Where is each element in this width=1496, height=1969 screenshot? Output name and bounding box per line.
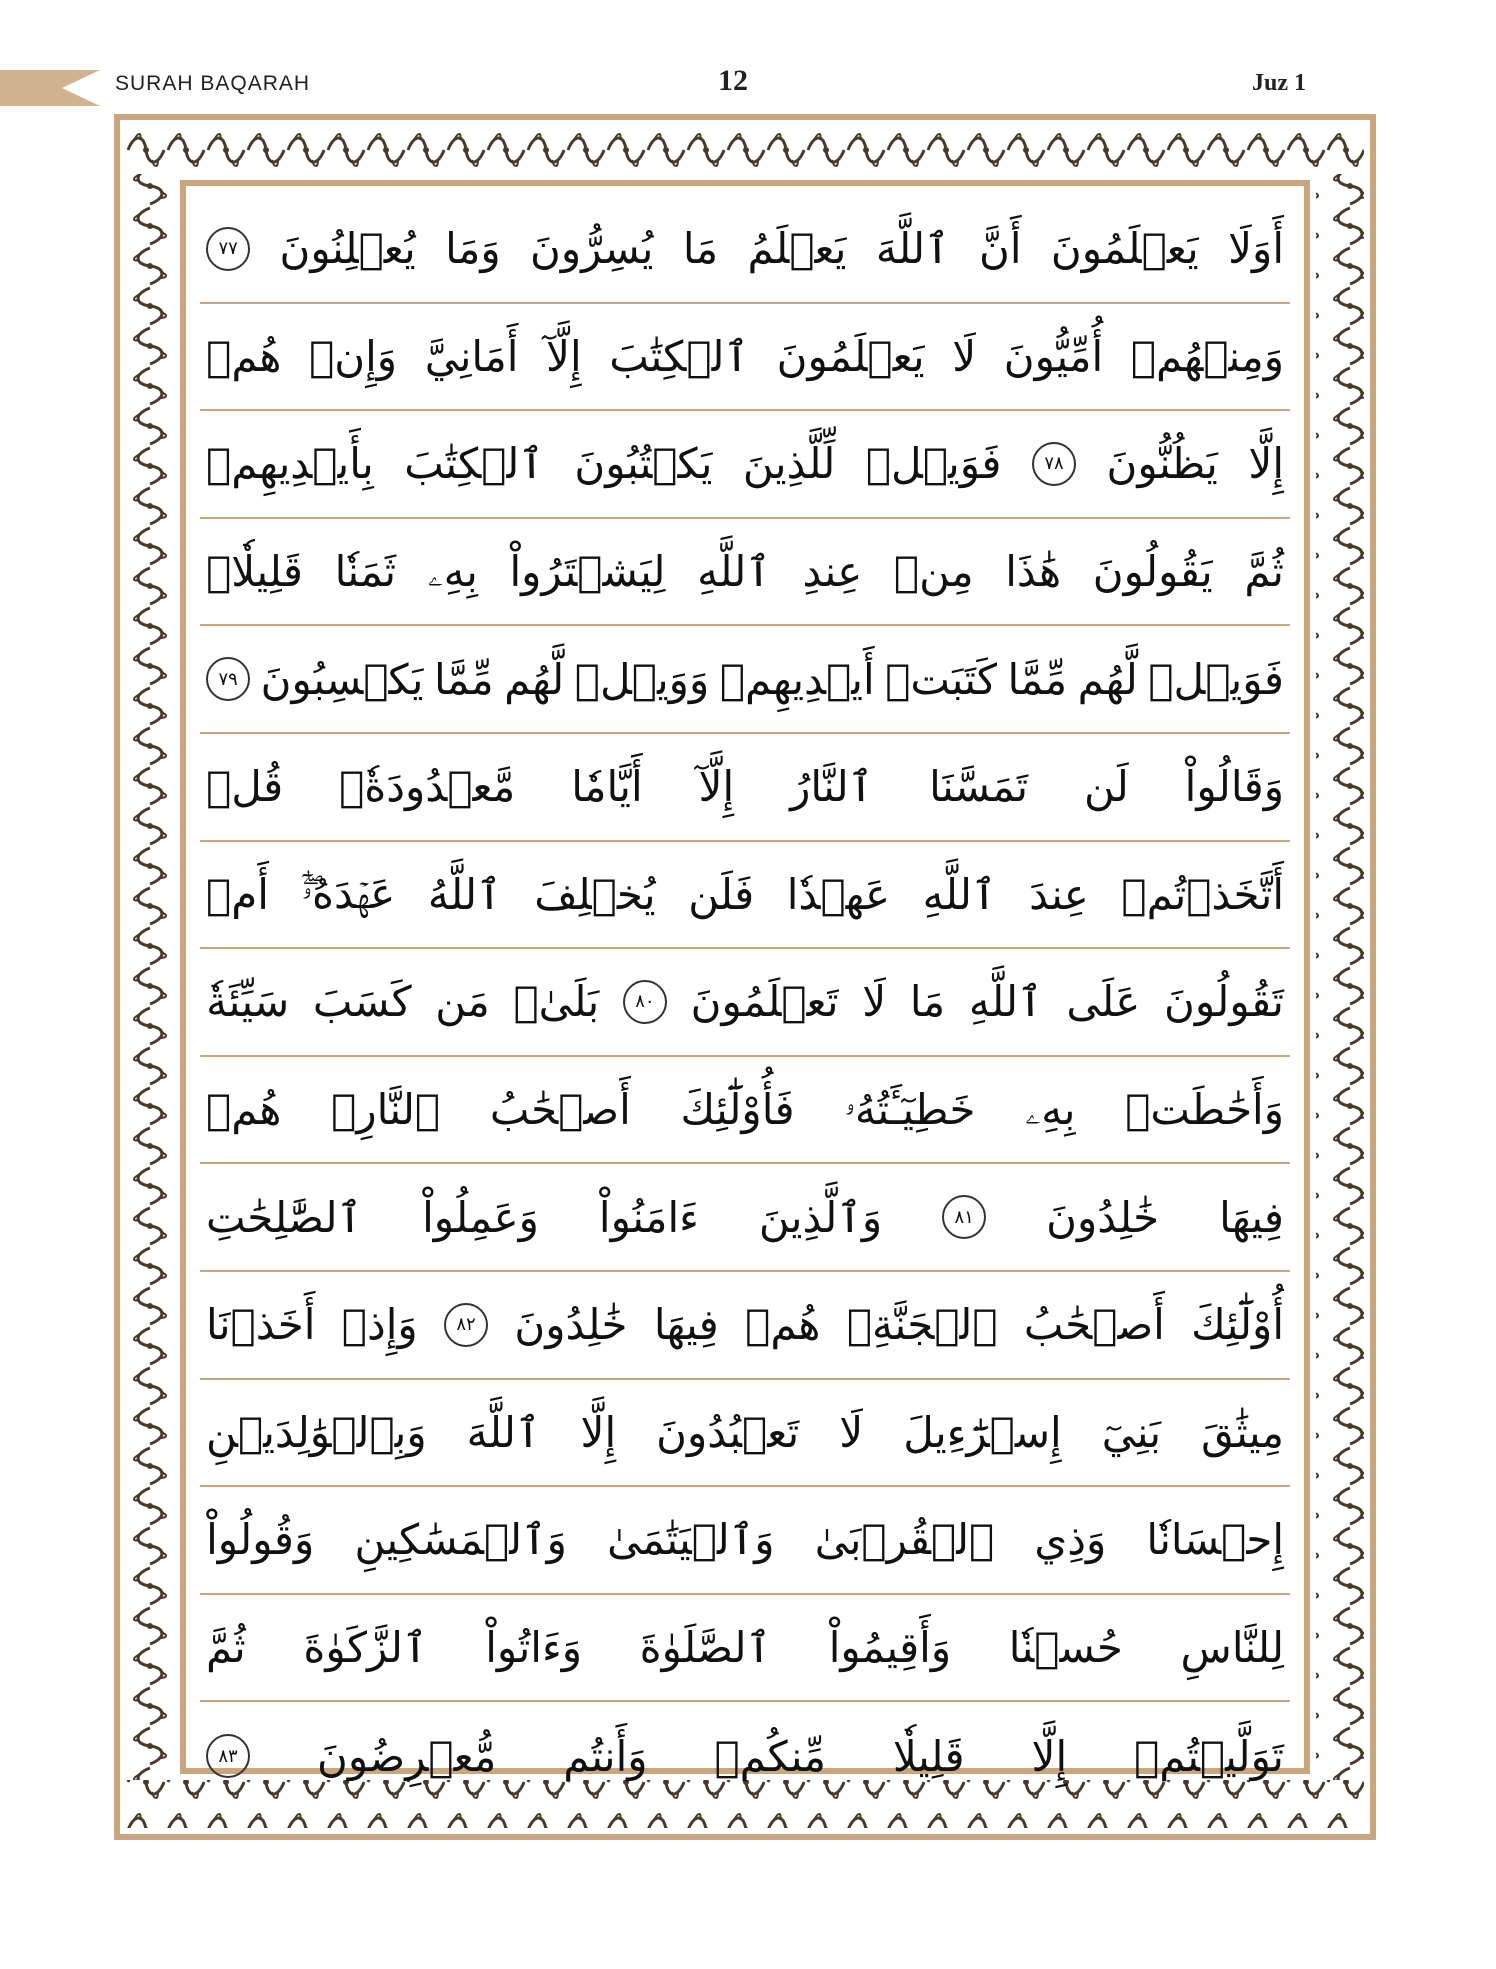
word: يُعۡلِنُونَ xyxy=(279,224,416,274)
text-line xyxy=(200,1272,1290,1380)
word: أَنَّ xyxy=(979,224,1022,274)
word: أَمَانِيَّ xyxy=(424,331,519,381)
word: بَنِيٓ xyxy=(1101,1407,1162,1457)
word: قَلِيلٗاۖ xyxy=(206,547,303,597)
word: بِهِۦ xyxy=(1025,1084,1076,1134)
word: وَعَمِلُواْ xyxy=(422,1192,539,1242)
word: وَأَنتُم xyxy=(563,1731,648,1781)
text-line xyxy=(200,1702,1290,1810)
word: إِلَّا xyxy=(1031,1731,1068,1781)
word: وَمَا xyxy=(445,224,501,274)
word: إِلَّآ xyxy=(698,762,735,812)
word: لَّهُم xyxy=(1077,654,1138,704)
word: أَمۡ xyxy=(206,869,269,919)
word: حُسۡنٗا xyxy=(1008,1623,1123,1673)
word: إِحۡسَانٗا xyxy=(1146,1515,1284,1565)
word: يُخۡلِفَ xyxy=(534,869,656,919)
word: ٱللَّهِ xyxy=(968,977,1043,1027)
word: يَعۡلَمُونَ xyxy=(1050,224,1199,274)
word: لَا xyxy=(952,331,977,381)
word: فَلَن xyxy=(688,869,755,919)
word: يَكۡسِبُونَ xyxy=(260,654,424,704)
page-frame xyxy=(114,114,1376,1840)
word: وَإِنۡ xyxy=(309,331,398,381)
word: مَا xyxy=(682,224,719,274)
word: لِّلَّذِينَ xyxy=(742,439,836,489)
word: كَتَبَتۡ xyxy=(885,654,997,704)
word: أَيَّامٗا xyxy=(571,762,643,812)
word: عَلَى xyxy=(1066,977,1141,1027)
quran-text-area xyxy=(200,196,1290,1781)
text-line xyxy=(200,196,1290,304)
word: وَوَيۡلٞ xyxy=(574,654,710,704)
word: هَٰذَا xyxy=(1005,547,1062,597)
word: فِيهَا xyxy=(1219,1192,1284,1242)
text-line xyxy=(200,1164,1290,1272)
word: وَذِي xyxy=(1034,1515,1107,1565)
word: وَٱلۡمَسَٰكِينِ xyxy=(354,1515,567,1565)
word: أُوْلَٰٓئِكَ xyxy=(1191,1300,1284,1350)
ayah-number-marker: ٨٢ xyxy=(444,1303,488,1347)
ayah-number-marker: ٧٩ xyxy=(206,657,250,701)
text-frame xyxy=(180,180,1310,1781)
ayah-number-marker: ٨٣ xyxy=(206,1734,250,1778)
word: مِنۡ xyxy=(893,547,974,597)
word: أَوَلَا xyxy=(1228,224,1284,274)
text-line xyxy=(200,734,1290,842)
word: ثُمَّ xyxy=(1244,547,1284,597)
text-line xyxy=(200,949,1290,1057)
word: مَّعۡدُودَةٗۚ xyxy=(339,762,516,812)
ayah-number-marker: ٨١ xyxy=(942,1195,986,1239)
word: ٱلۡكِتَٰبَ xyxy=(404,439,544,489)
word: ثُمَّ xyxy=(206,1623,246,1673)
word: يَقُولُونَ xyxy=(1092,547,1213,597)
word: وَقَالُواْ xyxy=(1184,762,1284,812)
word: وَبِٱلۡوَٰلِدَيۡنِ xyxy=(206,1407,427,1457)
word: أَتَّخَذۡتُمۡ xyxy=(1121,869,1284,919)
word: هُمۡ xyxy=(206,1085,282,1135)
word: هُمۡ xyxy=(206,331,282,381)
word: ٱللَّهِ xyxy=(922,869,997,919)
word: لِلنَّاسِ xyxy=(1180,1623,1284,1673)
word: ٱللَّهِ xyxy=(697,547,771,597)
word: أَصۡحَٰبُ xyxy=(1023,1300,1165,1350)
text-line xyxy=(200,304,1290,412)
word: ٱللَّهُ xyxy=(427,869,502,919)
word: خَطِيٓـَٔتُهُۥ xyxy=(844,1084,976,1134)
page-number: 12 xyxy=(718,64,748,97)
word: مَن xyxy=(435,977,490,1027)
word: ٱلنَّارِۖ xyxy=(331,1085,441,1135)
word: قُلۡ xyxy=(206,762,284,812)
word: ٱلۡكِتَٰبَ xyxy=(609,331,750,381)
word: وَقُولُواْ xyxy=(206,1515,315,1565)
word: وَمِنۡهُمۡ xyxy=(1130,331,1284,381)
word: عَهۡدٗا xyxy=(786,869,891,919)
word: مِّمَّا xyxy=(1007,654,1068,704)
word: مِيثَٰقَ xyxy=(1201,1407,1284,1457)
word: ٱلۡجَنَّةِۖ xyxy=(846,1300,998,1350)
text-line xyxy=(200,1595,1290,1703)
word: وَأَقِيمُواْ xyxy=(828,1623,952,1673)
word: لَا xyxy=(862,977,887,1027)
word: فَوَيۡلٞ xyxy=(865,439,1002,489)
word: خَٰلِدُونَ xyxy=(1046,1192,1160,1242)
word: تَقُولُونَ xyxy=(1164,977,1284,1027)
text-line xyxy=(200,626,1290,734)
text-line xyxy=(200,842,1290,950)
word: وَإِذۡ xyxy=(341,1300,418,1350)
word: مَا xyxy=(909,977,946,1027)
word: لَّهُم xyxy=(504,654,565,704)
word: وَٱلَّذِينَ xyxy=(758,1192,883,1242)
word: تَعۡلَمُونَ xyxy=(690,977,839,1027)
word: يَكۡتُبُونَ xyxy=(574,439,713,489)
text-line xyxy=(200,1487,1290,1595)
word: ٱلۡقُرۡبَىٰ xyxy=(814,1515,995,1565)
word: ٱلزَّكَوٰةَ xyxy=(303,1623,428,1673)
word: إِسۡرَٰٓءِيلَ xyxy=(903,1407,1062,1457)
word: إِلَّا xyxy=(1248,439,1284,489)
word: لِيَشۡتَرُواْ xyxy=(509,547,666,597)
word: ٱلنَّارُ xyxy=(790,762,874,812)
word: خَٰلِدُونَ xyxy=(514,1300,628,1350)
text-line xyxy=(200,411,1290,519)
word: عَهۡدَهُۥٓۖ xyxy=(301,869,396,919)
word: أَيۡدِيهِمۡ xyxy=(719,654,875,704)
word: يُسِرُّونَ xyxy=(530,224,654,274)
text-line xyxy=(200,1057,1290,1165)
word: تَوَلَّيۡتُمۡ xyxy=(1134,1731,1284,1781)
text-line xyxy=(200,519,1290,627)
header-tab-shape xyxy=(0,70,100,106)
word: عِندِ xyxy=(802,547,863,597)
word: يَظُنُّونَ xyxy=(1106,439,1218,489)
word: إِلَّآ xyxy=(546,331,582,381)
word: لَن xyxy=(1083,762,1129,812)
word: يَعۡلَمُونَ xyxy=(776,331,925,381)
word: فِيهَا xyxy=(653,1300,719,1350)
word: ٱللَّهَ xyxy=(875,224,950,274)
word: فَوَيۡلٞ xyxy=(1148,654,1284,704)
word: تَمَسَّنَا xyxy=(929,762,1029,812)
word: ٱلصَّلَوٰةَ xyxy=(639,1623,772,1673)
word: أَخَذۡنَا xyxy=(206,1300,316,1350)
juz-label: Juz 1 xyxy=(1252,70,1306,96)
word: ٱللَّهَ xyxy=(466,1407,541,1457)
word: بِأَيۡدِيهِمۡ xyxy=(206,439,374,489)
word: كَسَبَ xyxy=(312,977,412,1027)
word: يَعۡلَمُ xyxy=(747,224,847,274)
word: قَلِيلٗا xyxy=(892,1731,965,1781)
word: تَعۡبُدُونَ xyxy=(656,1407,800,1457)
word: سَيِّئَةٗ xyxy=(206,977,290,1027)
surah-title: SURAH BAQARAH xyxy=(115,72,311,95)
word: بَلَىٰۚ xyxy=(513,977,600,1027)
word: وَأَحَٰطَتۡ xyxy=(1125,1085,1284,1135)
word: بِهِۦ xyxy=(427,546,478,596)
word: عِندَ xyxy=(1029,869,1089,919)
word: مِّنكُمۡ xyxy=(714,1731,826,1781)
word: ءَامَنُواْ xyxy=(598,1192,699,1242)
text-line xyxy=(200,1380,1290,1488)
word: لَا xyxy=(839,1407,864,1457)
ayah-number-marker: ٧٨ xyxy=(1032,442,1076,486)
word: مِّمَّا xyxy=(434,654,494,704)
word: فَأُوْلَٰٓئِكَ xyxy=(680,1085,795,1135)
word: وَٱلۡيَتَٰمَىٰ xyxy=(607,1515,775,1565)
word: وَءَاتُواْ xyxy=(485,1623,583,1673)
word: ثَمَنٗا xyxy=(334,547,397,597)
word: أَصۡحَٰبُ xyxy=(489,1085,631,1135)
word: أُمِّيُّونَ xyxy=(1003,331,1104,381)
word: مُّعۡرِضُونَ xyxy=(316,1731,497,1781)
ayah-number-marker: ٨٠ xyxy=(623,980,667,1024)
ayah-number-marker: ٧٧ xyxy=(206,227,250,271)
word: هُمۡ xyxy=(745,1300,821,1350)
word: ٱلصَّٰلِحَٰتِ xyxy=(206,1192,363,1242)
word: إِلَّا xyxy=(580,1407,617,1457)
